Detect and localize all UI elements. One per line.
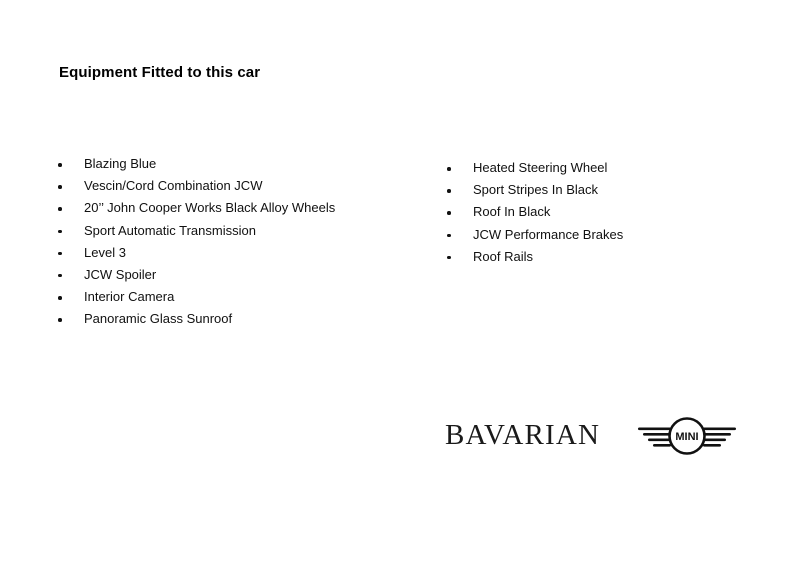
- list-item: Sport Automatic Transmission: [58, 220, 335, 242]
- list-item: Roof Rails: [447, 246, 623, 268]
- list-item: Sport Stripes In Black: [447, 179, 623, 201]
- list-item: 20’’ John Cooper Works Black Alloy Wheels: [58, 197, 335, 219]
- list-item: Interior Camera: [58, 286, 335, 308]
- list-item: JCW Performance Brakes: [447, 224, 623, 246]
- equipment-list-right: [447, 157, 623, 268]
- list-item: JCW Spoiler: [58, 264, 335, 286]
- list-item: Vescin/Cord Combination JCW: [58, 175, 335, 197]
- list-item: Blazing Blue: [58, 153, 335, 175]
- mini-wings-logo-icon: [636, 412, 738, 460]
- logo-text: MINI: [675, 431, 699, 443]
- page-title: Equipment Fitted to this car: [59, 64, 261, 81]
- list-item: Heated Steering Wheel: [447, 157, 623, 179]
- dealer-wordmark: BAVARIAN: [445, 419, 601, 451]
- list-item: Roof In Black: [447, 201, 623, 223]
- list-item: Level 3: [58, 242, 335, 264]
- list-item: Panoramic Glass Sunroof: [58, 308, 335, 330]
- equipment-list-left: [58, 153, 335, 331]
